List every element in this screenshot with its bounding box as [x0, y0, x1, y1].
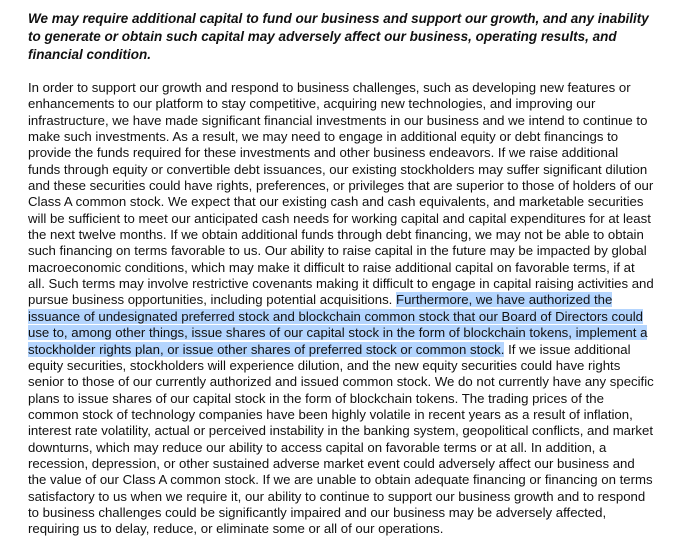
selected-text-highlight[interactable]: Furthermore, we have authorized the issuance of undesignated preferred stock and blockchain common stock that our Board of Directors could use to, among other things, issue shares of our capital stock in the form of blockchain tokens, implement a stockholder rights plan, or issue other shares of preferred stock or common stock.	[28, 292, 648, 357]
risk-factor-heading[interactable]: We may require additional capital to fund our business and support our growth, and any inability to generate or obtain such capital may adversely affect our business, operating results, and financial condition.	[28, 11, 649, 62]
paragraph-text-before-selection[interactable]: In order to support our growth and respond to business challenges, such as developing new features or enhancements to our platform to stay competitive, acquiring new technologies, and improving our infrastructure, we have made significant financial investments in our business and we intend to continue to make such investments. As a result, we may need to engage in additional equity or debt financings to provide the funds required for these investments and other business endeavors. If we raise additional funds through equity or convertible debt issuances, our existing stockholders may suffer significant dilution and these securities could have rights, preferences, or privileges that are superior to those of holders of our Class A common stock. We expect that our existing cash and cash equivalents, and marketable securities will be sufficient to meet our anticipated cash needs for working capital and capital expenditures for at least the next twelve months. If we obtain additional funds through debt financing, we may not be able to obtain such financing on terms favorable to us. Our ability to raise capital in the future may be impacted by global macroeconomic conditions, which may make it difficult to raise additional capital on favorable terms, if at all. Such terms may involve restrictive covenants making it difficult to engage in capital raising activities and pursue business opportunities, including potential acquisitions.	[28, 80, 654, 308]
risk-factor-paragraph[interactable]	[28, 80, 654, 538]
document	[28, 10, 654, 538]
paragraph-text-after-selection[interactable]: If we issue additional equity securities, stockholders will experience dilution, and the new equity securities could have rights senior to those of our currently authorized and issued common stock. We do not currently have any specific plans to issue shares of our capital stock in the form of blockchain tokens. The trading prices of the common stock of technology companies have been highly volatile in recent years as a result of inflation, interest rate volatility, actual or perceived instability in the banking system, geopolitical conflicts, and market downturns, which may reduce our ability to access capital on favorable terms or at all. In addition, a recession, depression, or other sustained adverse market event could adversely affect our business and the value of our Class A common stock. If we are unable to obtain adequate financing or financing on terms satisfactory to us when we require it, our ability to continue to support our business growth and to respond to business challenges could be significantly impaired and our business may be adversely affected, requiring us to delay, reduce, or eliminate some or all of our operations.	[28, 341, 654, 537]
